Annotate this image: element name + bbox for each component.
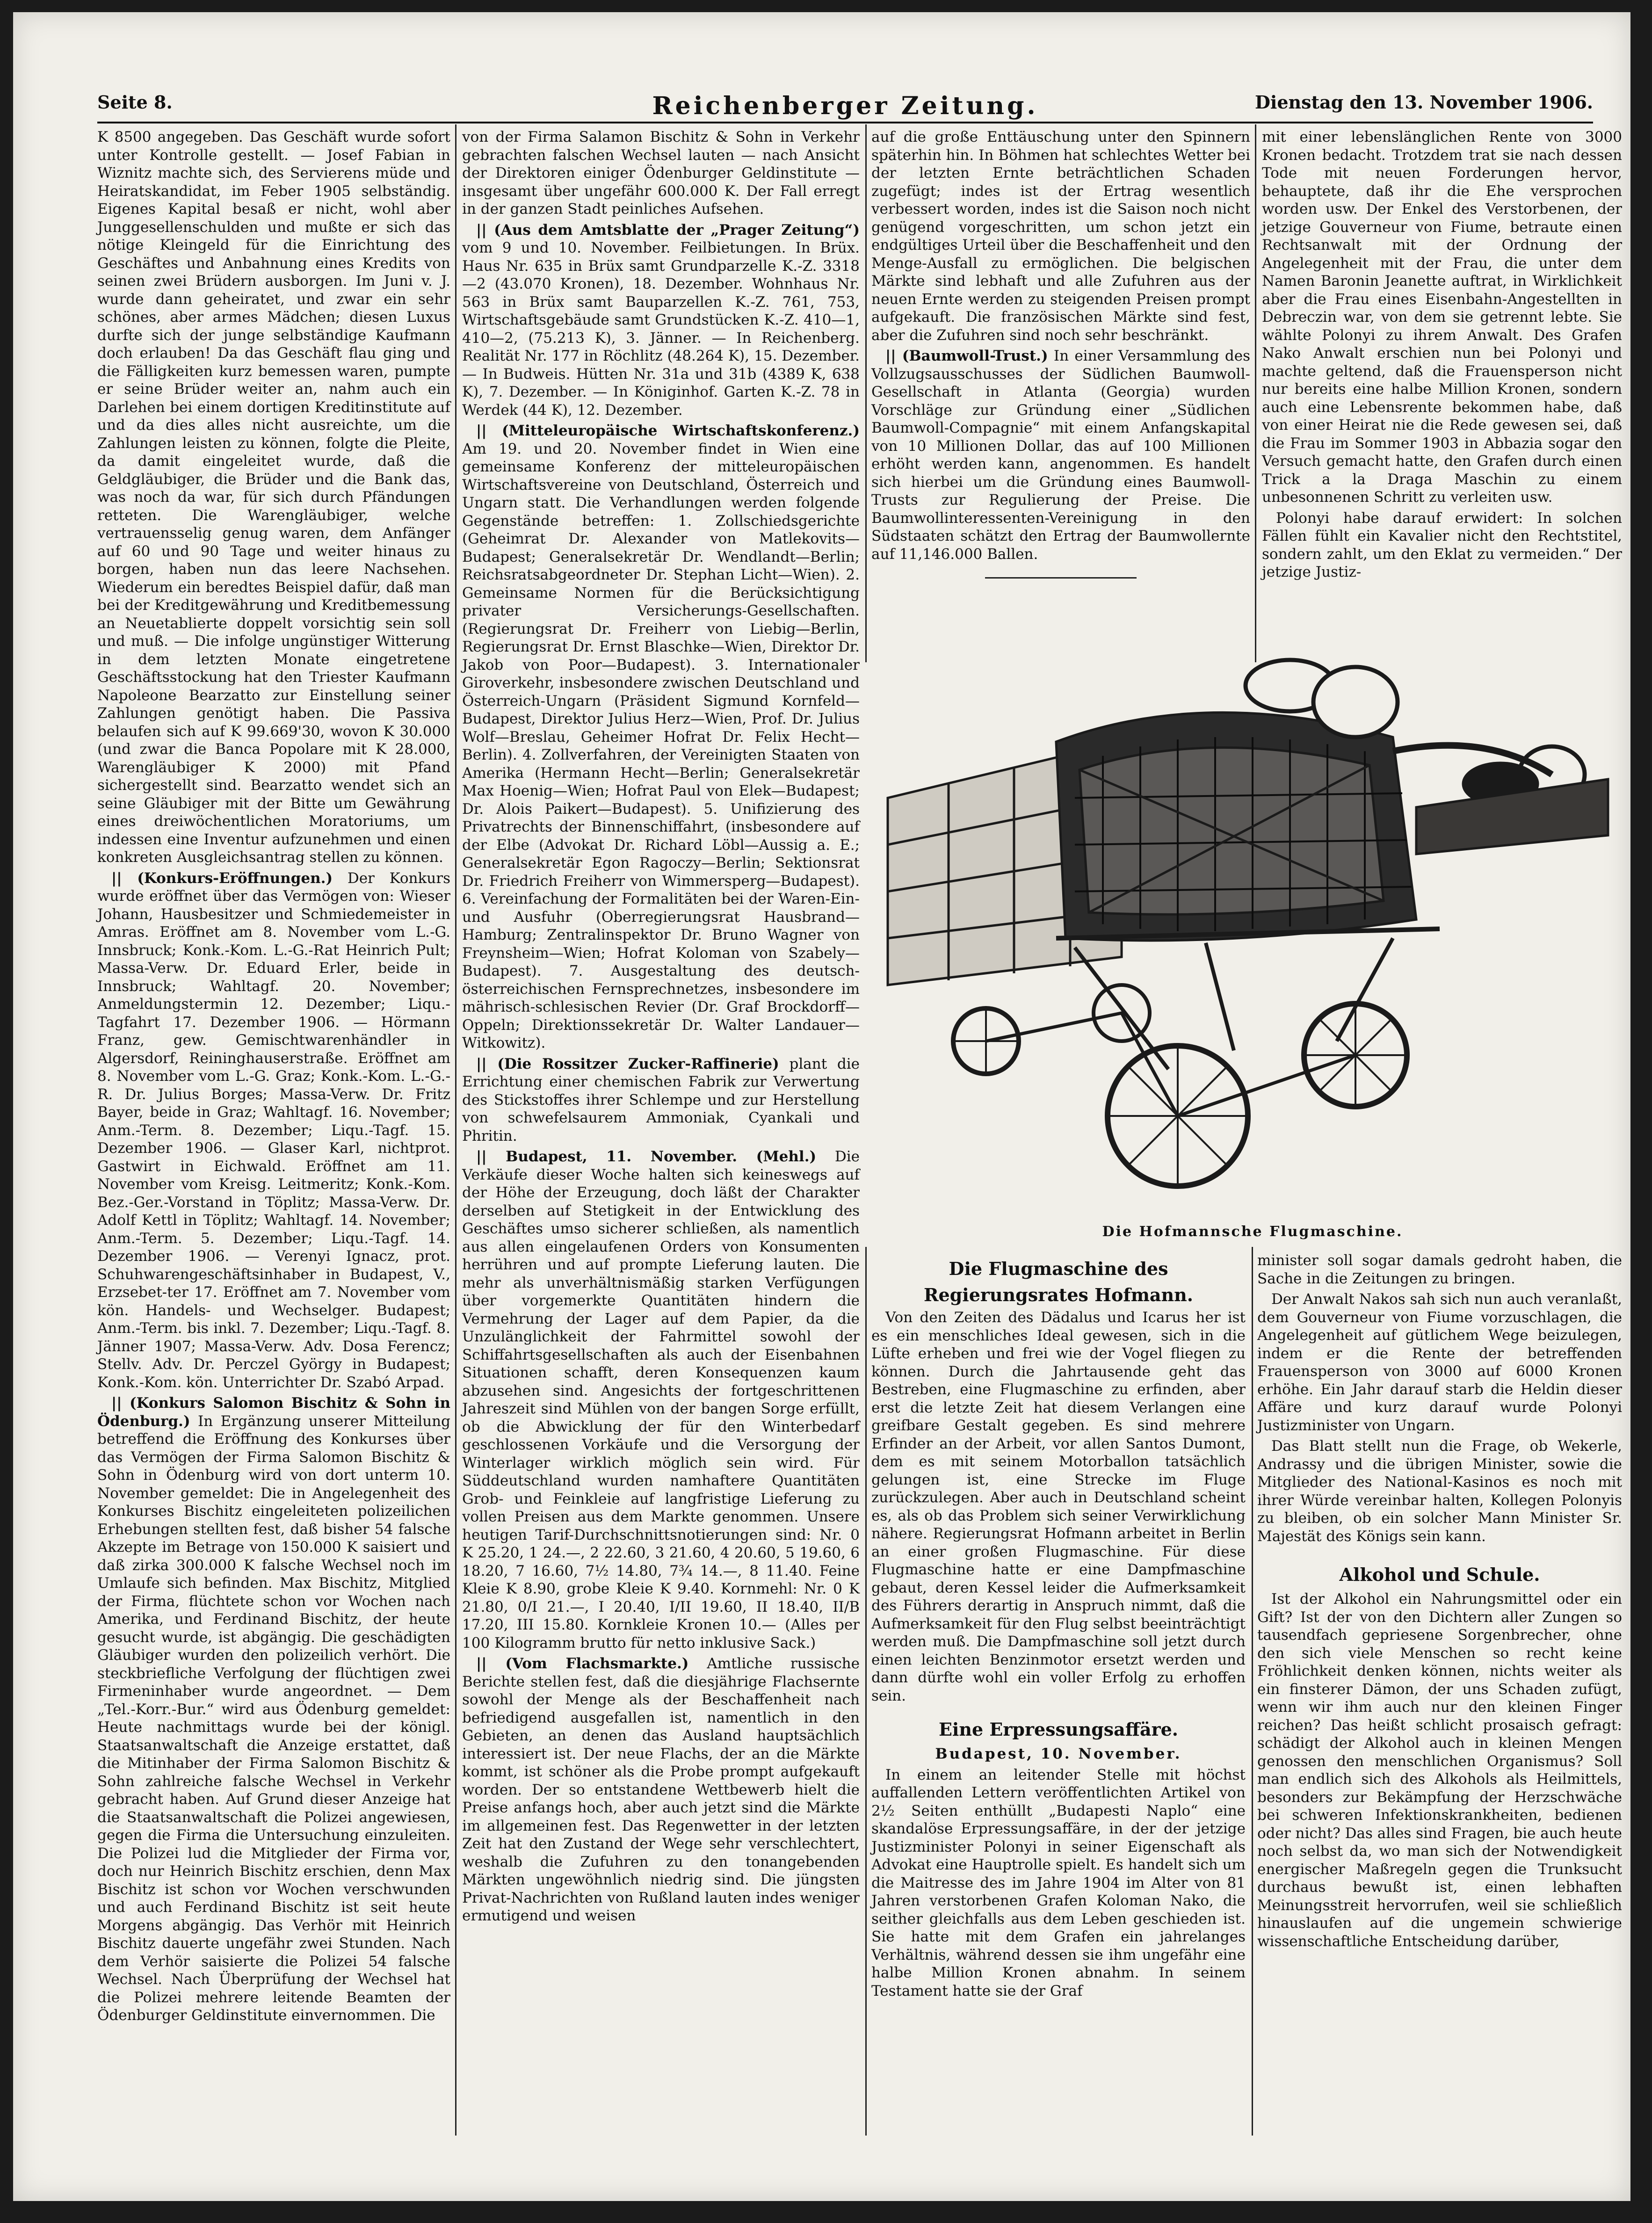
article-paragraph: auf die große Enttäuschung unter den Spinnern späterhin hin. In Böhmen hat schlechtes Wetter bei der letzten Ernte beträchtlichen Schaden zugefügt; indes ist der Ertrag wesentlich verbessert worden, indes ist die Saison noch nicht genügend vorgeschritten, um schon jetzt ein endgültiges Urteil über die Beschaffenheit und den Menge-Ausfall zu ermöglichen. Die belgischen Märkte sind lebhaft und alle Zufuhren aus der neuen Ernte werden zu steigenden Preisen prompt aufgekauft. Die französischen Märkte sind fest, aber die Zufuhren sind noch sehr beschränkt.	[871, 129, 1251, 344]
article-paragraph: mit einer lebenslänglichen Rente von 3000 Kronen bedacht. Trotzdem trat sie nach dessen Tode mit neuen Forderungen hervor, behauptete, daß ihr die Ehe versprochen worden usw. Der Enkel des Verstorbenen, der jetzige Gouverneur von Fiume, betraute einen Rechtsanwalt mit der Ordnung der Angelegenheit mit der Frau, die unter dem Namen Baronin Jeanette auftrat, in Wirklichkeit aber die Frau eines Eisenbahn-Angestellten in Debreczin war, von dem sie getrennt lebte. Sie wählte Polonyi zu ihrem Anwalt. Des Grafen Nako Anwalt erschien nun bei Polonyi und machte geltend, daß die Frauensperson nicht nur bereits eine halbe Million Kronen, sondern auch eine Lebensrente bekommen habe, daß von einer Heirat nie die Rede gewesen sei, daß die Frau im Sommer 1903 in Abbazia sogar den Versuch gemacht hatte, den Grafen durch einen Trick a la Draga Maschin zu einem unbesonnenen Schritt zu verleiten usw.	[1262, 129, 1622, 506]
article-headline: Alkohol und Schule.	[1339, 1564, 1540, 1585]
article-heading: || (Baumwoll-Trust.)	[885, 348, 1048, 364]
article-paragraph: Polonyi habe darauf erwidert: In solchen Fällen fühlt ein Kavalier nicht den Rechtstitel, sondern zahlt, um den Eklat zu vermeiden.“ Der jetzige Justiz-	[1262, 509, 1622, 580]
article-heading: || (Mitteleuropäische Wirtschaftskonferenz.)	[476, 422, 860, 439]
article-paragraph	[462, 422, 860, 1052]
article-heading: || Budapest, 11. November. (Mehl.)	[476, 1148, 817, 1165]
column-divider	[865, 124, 867, 662]
article-paragraph: K 8500 angegeben. Das Geschäft wurde sofort unter Kontrolle gestellt. — Josef Fabian in Wiznitz machte sich, des Servierens müde und Heiratskandidat, im Feber 1905 selbständig. Eigenes Kapital besaß er nicht, wohl aber Junggesellenschulden und mußte er sich das nötige Kleingeld für die Einrichtung des Geschäftes und Anbahnung eines Kredits von seinen zwei Brüdern ausborgen. Im Juni v. J. wurde dann geheiratet, und zwar ein sehr schönes, aber armes Mädchen; diesen Luxus durfte sich der junge selbständige Kaufmann doch erlauben! Da das Geschäft flau ging und die Fälligkeiten kurz bemessen waren, pumpte er seine Brüder weiter an, nahm auch ein Darlehen bei einem dortigen Kreditinstitute auf und da dies alles nicht ausreichte, um die Zahlungen leisten zu können, folgte die Pleite, da damit eingeleitet wurde, daß die Geldgläubiger, die Brüder und die Bank das, was noch da war, für sich durch Pfändungen retteten. Die Warengläubiger, welche vertrauensselig genug waren, dem Anfänger auf 60 und 90 Tage und weiter hinaus zu borgen, haben nun das leere Nachsehen. Wiederum ein beredtes Beispiel dafür, daß man bei der Kreditgewährung und Kreditbemessung an Neuetablierte doppelt vorsichtig sein soll und muß. — Die infolge ungünstiger Witterung in dem letzten Monate eingetretene Geschäftsstockung hat den Triester Kaufmann Napoleone Bearzatto zur Einstellung seiner Zahlungen genötigt haben. Die Passiva belaufen sich auf K 99.669'30, wovon K 30.000 (und zwar die Banca Popolare mit K 28.000, Warengläubiger K 2000) mit Pfand sichergestellt sind. Bearzatto wendet sich an seine Gläubiger mit der Bitte um Gewährung eines dreiwöchentlichen Moratoriums, um indessen eine Inventur aufzunehmen und einen konkreten Ausgleichsantrag stellen zu können.	[97, 129, 450, 866]
column-divider	[455, 124, 456, 2136]
illustration-caption: Die Hofmannsche Flugmaschine.	[1102, 1224, 1403, 1240]
article-text: Die Verkäufe dieser Woche halten sich keineswegs auf der Höhe der Erzeugung, doch läßt der Charakter derselben auf Stetigkeit in der Entwicklung des Geschäftes umso sicherer schließen, als namentlich aus allen eingelaufenen Orders von Konsumenten herrühren und auf prompte Lieferung lauten. Die mehr als unverhältnismäßig starken Verfügungen über vorgemerkte Quantitäten hindern die Vermehrung der Lager auf dem Papier, da die Unzulänglichkeit der Fahrmittel sowohl der Schiffahrtsgesellschaften als auch der Eisenbahnen Situationen schafft, deren Konsequenzen kaum abzusehen sind. Angesichts der fortgeschrittenen Jahreszeit sind Mühlen von der bangen Sorge erfüllt, ob die Abwicklung der für den Winterbedarf geschlossenen Vorkäufe und die Versorgung der Winterlager wirklich möglich sein wird. Für Süddeutschland wurden namhaftere Quantitäten Grob- und Feinkleie auf langfristige Lieferung zu vollen Preisen aus dem Markte genommen. Unsere heutigen Tarif-Durchschnittsnotierungen sind: Nr. 0 K 25.20, 1 24.—, 2 22.60, 3 21.60, 4 20.60, 5 19.60, 6 18.20, 7 16.60, 7½ 14.80, 7¾ 14.—, 8 11.40. Feine Kleie K 8.90, grobe Kleie K 9.40. Kornmehl: Nr. 0 K 21.80, 0/I 21.—, I 20.40, I/II 19.60, II 18.40, II/B 17.20, III 15.80. Kornkleie Kronen 10.— (Alles per 100 Kilogramm brutto für netto inklusive Sack.)	[462, 1148, 860, 1651]
article-paragraph	[97, 869, 450, 1392]
header-rule	[97, 122, 1593, 123]
article-paragraph: Das Blatt stellt nun die Frage, ob Wekerle, Andrassy und die übrigen Minister, sowie die Mitglieder des National-Kasinos es noch mit ihrer Würde vereinbar halten, Kollegen Polonyis zu bleiben, ob ein solcher Mann Minister Sr. Majestät des Königs sein kann.	[1257, 1438, 1622, 1545]
article-headline: Die Flugmaschine des	[949, 1258, 1168, 1279]
newspaper-page	[13, 12, 1630, 2201]
section-divider	[985, 577, 1137, 579]
article-paragraph	[462, 1148, 860, 1652]
column-5	[871, 1252, 1246, 2140]
page-number: Seite 8.	[97, 92, 173, 113]
article-text: In Ergänzung unserer Mitteilung betreffend die Eröffnung des Konkurses über das Vermögen der Firma Salomon Bischitz & Sohn in Ödenburg wird von dort unterm 10. November gemeldet: Die in Angelegenheit des Konkurses Bischitz eingeleiteten polizeilichen Erhebungen stellten fest, daß bisher 54 falsche Akzepte im Betrage von 150.000 K saisiert und daß zirka 300.000 K falsche Wechsel noch im Umlaufe sich befinden. Max Bischitz, Mitglied der Firma, flüchtete schon vor Wochen nach Amerika, und Ferdinand Bischitz, der heute gesucht wurde, ist abgängig. Die geschädigten Gläubiger wurden den polizeilich verhört. Die steckbriefliche Verfolgung der flüchtigen zwei Firmeninhaber wurde angeordnet. — Dem „Tel.-Korr.-Bur.“ wird aus Ödenburg gemeldet: Heute nachmittags wurde bei der königl. Staatsanwaltschaft die Anzeige erstattet, daß die Mitinhaber der Firma Salomon Bischitz & Sohn zahlreiche falsche Wechsel in Verkehr gebracht haben. Auf Grund dieser Anzeige hat die Staatsanwaltschaft die Polizei angewiesen, gegen die Firma die Untersuchung einzuleiten. Die Polizei lud die Mitglieder der Firma vor, doch nur Heinrich Bischitz erschien, denn Max Bischitz ist schon vor Wochen verschwunden und auch Ferdinand Bischitz ist seit heute Morgens abgängig. Das Verhör mit Heinrich Bischitz dauerte ungefähr zwei Stunden. Nach dem Verhör saisierte die Polizei 54 falsche Wechsel. Nach Überprüfung der Wechsel hat die Polizei mehrere leitende Beamten der Ödenburger Geldinstitute einvernommen. Die	[97, 1412, 450, 2024]
article-text: plant die Errichtung einer chemischen Fabrik zur Verwertung des Stickstoffes ihrer Schlempe und zur Herstellung von schwefelsaurem Ammoniak, Cyankali und Phritin.	[462, 1055, 860, 1144]
article-paragraph: von der Firma Salamon Bischitz & Sohn in Verkehr gebrachten falschen Wechsel lauten — nach Ansicht der Direktoren einiger Ödenburger Geldinstitute — insgesamt über ungefähr 600.000 K. Der Fall erregt in der ganzen Stadt peinliches Aufsehen.	[462, 129, 860, 217]
article-text: In einer Versammlung des Vollzugsausschusses der Südlichen Baumwoll-Gesellschaft in Atlanta (Georgia) wurden Vorschläge zur Gründung einer „Südlichen Baumwoll-Compagnie“ mit einem Anfangskapital von 10 Millionen Dollar, das auf 100 Millionen erhöht werden kann, angenommen. Es handelt sich hierbei um die Gründung eines Baumwoll-Trusts zur Regulierung der Preise. Die Baumwollinteressenten-Vereinigung in den Südstaaten schätzt den Ertrag der Baumwollernte auf 11,146.000 Ballen.	[871, 348, 1250, 563]
column-divider	[865, 1247, 867, 2136]
column-divider	[1255, 124, 1256, 662]
column-divider	[1252, 1247, 1253, 2136]
article-paragraph: minister soll sogar damals gedroht haben, die Sache in die Zeitungen zu bringen.	[1257, 1252, 1622, 1287]
column-3	[871, 128, 1250, 666]
column-4	[1262, 128, 1622, 666]
article-paragraph: Ist der Alkohol ein Nahrungsmittel oder ein Gift? Ist der von den Dichtern aller Zungen so tausendfach gepriesene Sorgenbrecher, ohne den sich viele Menschen so recht keine Fröhlichkeit denken können, nichts weiter als ein finsterer Dämon, der uns Schaden zufügt, wenn wir ihm auch nur den kleinen Finger reichen? Das heißt schlicht prosaisch gefragt: schädigt der Alkohol auch in kleinen Mengen genossen den menschlichen Organismus? Soll man endlich sich des Alkohols als Heilmittels, besonders zur Bekämpfung der Herzschwäche bei schweren Infektionskrankheiten, bedienen oder nicht? Das alles sind Fragen, bie auch heute noch selbst da, wo man sich der Notwendigkeit energischer Maßregeln gegen die Trunksucht durchaus bewußt ist, einen lebhaften Meinungsstreit hervorrufen, weil sie schließlich hinauslaufen auf die ungemein schwierige wissenschaftliche Entscheidung darüber,	[1257, 1591, 1623, 1950]
article-heading: || (Aus dem Amtsblatte der „Prager Zeitung“)	[476, 221, 860, 239]
article-dateline: Budapest, 10. November.	[935, 1745, 1182, 1762]
article-heading: || (Konkurs Salomon Bischitz & Sohn in Ödenburg.)	[97, 1395, 450, 1430]
column-6	[1257, 1252, 1622, 2140]
article-headline: Eine Erpressungsaffäre.	[938, 1719, 1179, 1740]
page-header	[97, 92, 1593, 120]
article-text: vom 9 und 10. November. Feilbietungen. In Brüx. Haus Nr. 635 in Brüx samt Grundparzelle K.-Z. 3318—2 (43.070 Kronen), 18. Dezember. Wohnhaus Nr. 563 in Brüx samt Bauparzellen K.-Z. 761, 753, Wirtschaftsgebäude samt Grundstücken K.-Z. 410—1, 410—2, (75.213 K), 3. Jänner. — In Reichenberg. Realität Nr. 177 in Röchlitz (48.264 K), 15. Dezember. — In Budweis. Hütten Nr. 31a und 31b (4389 K, 638 K), 7. Dezember. — In Königinhof. Garten K.-Z. 78 in Werdek (44 K), 12. Dezember.	[462, 239, 860, 419]
article-heading: || (Die Rossitzer Zucker-Raffinerie)	[476, 1055, 779, 1072]
article-text: Am 19. und 20. November findet in Wien eine gemeinsame Konferenz der mitteleuropäischen Wirtschaftsvereine von Deutschland, Österreich und Ungarn statt. Die Verhandlungen werden folgende Gegenstände betreffen: 1. Zollschiedsgerichte (Geheimrat Dr. Alexander von Matlekovits—Budapest; Generalsekretär Dr. Wendlandt—Berlin; Reichsratsabgeordneter Dr. Stephan Licht—Wien). 2. Gemeinsame Normen für die Berücksichtigung privater Versicherungs-Gesellschaften. (Regierungsrat Dr. Freiherr von Liebig—Berlin, Regierungsrat Dr. Ernst Blaschke—Wien, Direktor Dr. Jakob von Poor—Budapest). 3. Internationaler Giroverkehr, insbesondere zwischen Deutschland und Österreich-Ungarn (Präsident Sigmund Kornfeld—Budapest, Direktor Julius Herz—Wien, Prof. Dr. Julius Wolf—Breslau, Geheimer Hofrat Dr. Felix Hecht—Berlin). 4. Zollverfahren, der Vereinigten Staaten von Amerika (Hermann Hecht—Berlin; Generalsekretär Max Hoenig—Wien; Hofrat Paul von Elek—Budapest; Dr. Alois Paikert—Budapest). 5. Unifizierung des Privatrechts der Binnenschiffahrt, (insbesondere auf der Elbe (Advokat Dr. Richard Löbl—Aussig a. E.; Generalsekretär Egon Ragoczy—Berlin; Sektionsrat Dr. Friedrich Freiherr von Wimmersperg—Budapest). 6. Vereinfachung der Formalitäten bei der Waren-Ein- und Ausfuhr (Oberregierungsrat Hausbrand—Hamburg; Zentralinspektor Dr. Bruno Wagner von Freynsheim—Wien; Hofrat Koloman von Szabely—Budapest). 7. Ausgestaltung des deutsch-österreichischen Fernsprechnetzes, insbesondere im mährisch-schlesischen Revier (Dr. Graf Brockdorff—Oppeln; Direktionssekretär Dr. Walter Landauer—Witkowitz).	[462, 440, 860, 1051]
article-heading: || (Vom Flachsmarkte.)	[476, 1655, 689, 1672]
article-paragraph	[462, 221, 860, 420]
article-paragraph: In einem an leitender Stelle mit höchst auffallenden Lettern veröffentlichten Artikel von 2½ Seiten enthüllt „Budapesti Naplo“ eine skandalöse Erpressungsaffäre, in der der jetzige Justizminister Polonyi in seiner Eigenschaft als Advokat eine Hauptrolle spielt. Es handelt sich um die Maitresse des im Jahre 1904 im Alter von 81 Jahren verstorbenen Grafen Koloman Nako, die seither gleichfalls aus dem Leben geschieden ist. Sie hatte mit dem Grafen ein jahrelanges Verhältnis, während dessen sie ihm ungefähr eine halbe Million Kronen abnahm. In seinem Testament hatte sie der Graf	[871, 1766, 1246, 1999]
column-2	[462, 128, 860, 2116]
flying-machine-illustration	[878, 658, 1627, 1233]
article-text: Amtliche russische Berichte stellen fest, daß die diesjährige Flachsernte sowohl der Menge als der Beschaffenheit nach befriedigend ausgefallen ist, namentlich in den Gebieten, an denen das Ausland hauptsächlich interessiert ist. Der neue Flachs, der an die Märkte kommt, ist schöner als die Probe prompt aufgekauft worden. Der so entstandene Wettbewerb hielt die Preise anfangs hoch, aber auch jetzt sind die Märkte im allgemeinen fest. Das Regenwetter in der letzten Zeit hat den Zustand der Wege sehr verschlechtert, weshalb die Zufuhren zu den tonangebenden Märkten ungewöhnlich niedrig sind. Die jüngsten Privat-Nachrichten von Rußland lauten indes weniger ermutigend und weisen	[462, 1655, 860, 1924]
article-paragraph	[462, 1055, 860, 1145]
article-paragraph	[871, 347, 1250, 563]
article-headline: Regierungsrates Hofmann.	[923, 1284, 1194, 1305]
article-heading: || (Konkurs-Eröffnungen.)	[111, 869, 333, 887]
article-paragraph	[97, 1394, 450, 2025]
newspaper-title: Reichenberger Zeitung.	[652, 92, 1038, 120]
article-text: Der Konkurs wurde eröffnet über das Vermögen von: Wieser Johann, Hausbesitzer und Schmiedemeister in Amras. Eröffnet am 8. November vom L.-G. Innsbruck; Konk.-Kom. L.-G.-Rat Heinrich Pult; Massa-Verw. Dr. Eduard Erler, beide in Innsbruck; Wahltagf. 20. November; Anmeldungstermin 12. Dezember; Liqu.-Tagfahrt 17. Dezember 1906. — Hörmann Franz, gew. Gemischtwarenhändler in Algersdorf, Reininghauserstraße. Eröffnet am 8. November vom L.-G. Graz; Konk.-Kom. L.-G.-R. Dr. Julius Borges; Massa-Verw. Dr. Fritz Bayer, beide in Graz; Wahltagf. 16. November; Anm.-Term. 8. Dezember; Liqu.-Tagf. 15. Dezember 1906. — Glaser Karl, nichtprot. Gastwirt in Eichwald. Eröffnet am 11. November vom Kreisg. Leitmeritz; Konk.-Kom. Bez.-Ger.-Vorstand in Töplitz; Massa-Verw. Dr. Adolf Kettl in Töplitz; Wahltagf. 14. November; Anm.-Term. 5. Dezember; Liqu.-Tagf. 14. Dezember 1906. — Verenyi Ignacz, prot. Schuhwarengeschäftsinhaber in Budapest, V., Erzsebet-ter 17. Eröffnet am 7. November vom kön. Handels- und Wechselger. Budapest; Anm.-Term. bis inkl. 7. Dezember; Liqu.-Tagf. 8. Jänner 1907; Massa-Verw. Adv. Dosa Ferencz; Stellv. Adv. Dr. Perczel György in Budapest; Konk.-Kom. kön. Unterrichter Dr. Szabó Arpad.	[97, 869, 451, 1391]
article-paragraph: Der Anwalt Nakos sah sich nun auch veranlaßt, dem Gouverneur von Fiume vorzuschlagen, die Angelegenheit auf gütlichem Wege beizulegen, indem er die Rente der betreffenden Frauensperson von 3000 auf 6000 Kronen erhöhe. Ein Jahr darauf starb die Heldin dieser Affäre und kurz darauf wurde Polonyi Justizminister von Ungarn.	[1257, 1291, 1622, 1434]
issue-date: Dienstag den 13. November 1906.	[1254, 92, 1593, 113]
column-1	[97, 128, 450, 2116]
article-paragraph	[462, 1655, 860, 1925]
article-paragraph: Von den Zeiten des Dädalus und Icarus her ist es ein menschliches Ideal gewesen, sich in die Lüfte erheben und frei wie der Vogel fliegen zu können. Durch die Jahrtausende geht das Bestreben, eine Flugmaschine zu erfinden, aber erst die letzte Zeit hat diesem Verlangen eine greifbare Gestalt gegeben. Es sind mehrere Erfinder an der Arbeit, vor allen Santos Dumont, dem es mit seinem Motorballon tatsächlich gelungen ist, eine Strecke im Fluge zurückzulegen. Aber auch in Deutschland scheint es, als ob das Problem sich seiner Verwirklichung nähere. Regierungsrat Hofmann arbeitet in Berlin an einer großen Flugmaschine. Für diese Flugmaschine hatte er eine Dampfmaschine gebaut, deren Kessel leider die Aufmerksamkeit des Führers derartig in Anspruch nimmt, daß die Aufmerksamkeit für den Flug selbst beeinträchtigt werden muß. Die Dampfmaschine soll jetzt durch einen leichten Benzinmotor ersetzt werden und dann dürfte wohl ein voller Erfolg zu erhoffen sein.	[871, 1309, 1246, 1704]
